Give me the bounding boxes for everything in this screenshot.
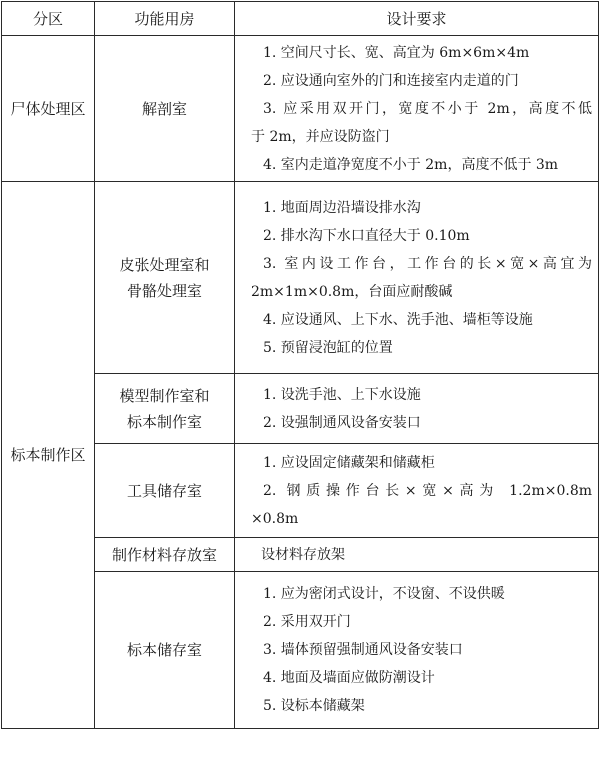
requirements-cell: [235, 538, 599, 572]
room-name: 皮张处理室和: [119, 255, 210, 274]
requirement-line: 2. 应设通向室外的门和连接室内走道的门: [263, 72, 519, 89]
room-cell: [95, 36, 235, 182]
requirement-line: 2. 采用双开门: [263, 614, 351, 630]
requirement-line: 1. 应设固定储藏架和储藏柜: [263, 454, 435, 471]
requirement-line: 4. 地面及墙面应做防潮设计: [263, 670, 435, 686]
requirement-line: 5. 设标本储藏架: [263, 698, 365, 714]
room-name: 标本制作室: [126, 412, 202, 431]
requirement-line: 3. 墙体预留强制通风设备安装口: [263, 642, 463, 658]
requirement-line: 4. 应设通风、上下水、洗手池、墙柜等设施: [263, 311, 533, 328]
requirements-cell: [235, 374, 599, 444]
room-cell: [95, 374, 235, 444]
header-row: [2, 2, 599, 36]
zone-cell: 尸体处理区: [2, 36, 95, 182]
requirements-cell: [235, 36, 599, 182]
requirement-line: 5. 预留浸泡缸的位置: [263, 339, 393, 356]
requirements-cell: [235, 444, 599, 538]
table-row: [2, 182, 599, 374]
requirement-line: ×0.8m: [251, 510, 299, 527]
requirement-line: 3. 应采用双开门，宽度不小于 2m，高度不低: [263, 100, 592, 117]
header-room: 功能用房: [95, 2, 235, 36]
room-name: 标本储存室: [126, 641, 202, 659]
room-cell: [95, 538, 235, 572]
room-name: 骨骼处理室: [126, 281, 202, 300]
requirement-line: 1. 地面周边沿墙设排水沟: [263, 199, 421, 216]
requirement-line: 4. 室内走道净宽度不小于 2m，高度不低于 3m: [263, 156, 559, 173]
requirements-cell: [235, 182, 599, 374]
design-requirements-table: [1, 1, 599, 729]
room-name: 解剖室: [141, 99, 187, 118]
requirement-line: 2. 排水沟下水口直径大于 0.10m: [263, 227, 470, 244]
room-cell: [95, 444, 235, 538]
requirement-line: 1. 应为密闭式设计，不设窗、不设供暖: [263, 586, 505, 602]
requirement-line: 3. 室内设工作台，工作台的长×宽×高宜为: [263, 255, 592, 272]
room-name: 模型制作室和: [119, 386, 210, 405]
requirement-line: 2m×1m×0.8m，台面应耐酸碱: [251, 283, 453, 300]
requirement-line: 于 2m，并应设防盗门: [251, 128, 390, 145]
header-zone: 分区: [2, 2, 95, 36]
requirement-line: 设材料存放架: [261, 546, 345, 563]
room-cell: [95, 182, 235, 374]
requirement-line: 1. 空间尺寸长、宽、高宜为 6m×6m×4m: [263, 44, 530, 61]
table-row: [2, 36, 599, 182]
requirement-line: 2. 钢质操作台长×宽×高为 1.2m×0.8m: [263, 482, 592, 499]
requirement-line: 1. 设洗手池、上下水设施: [263, 386, 421, 403]
room-name: 制作材料存放室: [111, 545, 217, 564]
requirement-line: 2. 设强制通风设备安装口: [263, 414, 421, 431]
room-name: 工具储存室: [126, 481, 202, 500]
header-requirements: 设计要求: [235, 2, 599, 36]
zone-cell: 标本制作区: [2, 182, 95, 729]
room-cell: [95, 572, 235, 729]
requirements-cell: [235, 572, 599, 729]
